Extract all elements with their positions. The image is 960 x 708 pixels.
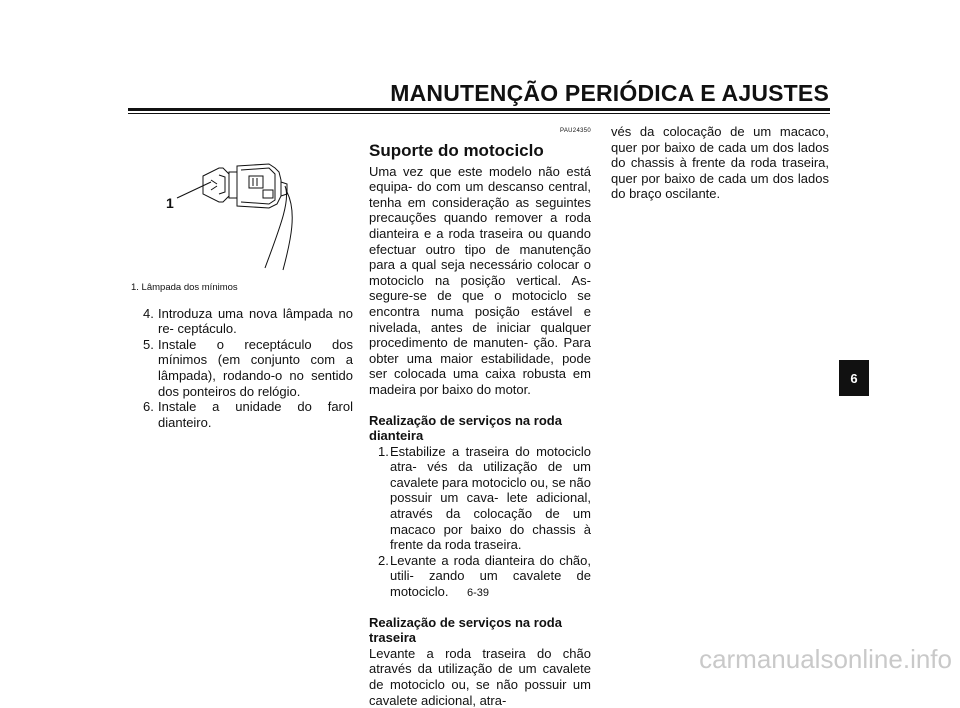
- list-item: [129, 306, 353, 337]
- rear-wheel-text-continued: vés da colocação de um macaco, quer por baixo de cada um dos lados do chassis à frente da roda traseira, quer por baixo de cada um dos lados do braço oscilante.: [611, 124, 829, 202]
- step-number: 4.: [143, 305, 154, 321]
- list-item: [129, 337, 353, 399]
- bulb-illustration: [129, 130, 353, 276]
- figure-caption: 1. Lâmpada dos mínimos: [131, 282, 238, 293]
- step-text: Introduza uma nova lâmpada no re- ceptáculo.: [158, 305, 353, 337]
- right-column: [611, 124, 829, 202]
- page-header-title: MANUTENÇÃO PERIÓDICA E AJUSTES: [390, 80, 829, 106]
- list-item: [129, 399, 353, 430]
- step-text: Instale o receptáculo dos mínimos (em conjunto com a lâmpada), rodando-o no sentido dos ponteiros do relógio.: [158, 336, 353, 399]
- section-title: Suporte do motociclo: [369, 140, 544, 160]
- section-intro: Uma vez que este modelo não está equipa- do com um descanso central, tenha em consideração as seguintes precauções quando remover a roda dianteira e a roda traseira ou quando efectuar outro tipo de manutenção para a qual seja necessário colocar o motociclo na posição vertical. As- segure-se de que o motociclo se encontra numa posição estável e nivelada, antes de iniciar qualquer procedimento de manuten- ção. Para obter uma maior estabilidade, pode ser colocada uma caixa robusta em madeira por baixo do motor.: [369, 163, 591, 397]
- header-rule-thick: [128, 108, 830, 111]
- step-number: 2.: [378, 552, 389, 568]
- step-number: 5.: [143, 336, 154, 352]
- section-code: PAU24350: [560, 128, 591, 134]
- step-text: Instale a unidade do farol dianteiro.: [158, 399, 353, 430]
- rear-wheel-text: Levante a roda traseira do chão através da utilização de um cavalete de motociclo ou, se não possuir um cavalete adicional, atra-: [369, 645, 591, 708]
- step-text: Estabilize a traseira do motociclo atra- vés da utilização de um cavalete para motociclo ou, se não possuir um cava- lete adicional, através da colocação de um macaco por baixo do chassis à frente da roda traseira.: [390, 443, 591, 553]
- bulb-steps-list: [129, 306, 353, 431]
- middle-column: [369, 124, 591, 708]
- header-rule-thin: [128, 113, 830, 114]
- front-wheel-steps: [369, 444, 591, 600]
- step-number: 6.: [143, 399, 154, 415]
- step-text: Levante a roda dianteira do chão, utili- zando um cavalete de motociclo.: [390, 552, 591, 600]
- front-wheel-heading: Realização de serviços na roda dianteira: [369, 412, 562, 444]
- callout-number: 1: [166, 195, 174, 211]
- rear-wheel-heading: Realização de serviços na roda traseira: [369, 614, 562, 646]
- page-number: 6-39: [467, 587, 490, 599]
- step-number: 1.: [378, 443, 389, 459]
- watermark: carmanualsonline.info: [699, 644, 952, 674]
- left-column: [129, 130, 353, 430]
- list-item: [369, 444, 591, 553]
- chapter-tab: 6: [839, 360, 869, 396]
